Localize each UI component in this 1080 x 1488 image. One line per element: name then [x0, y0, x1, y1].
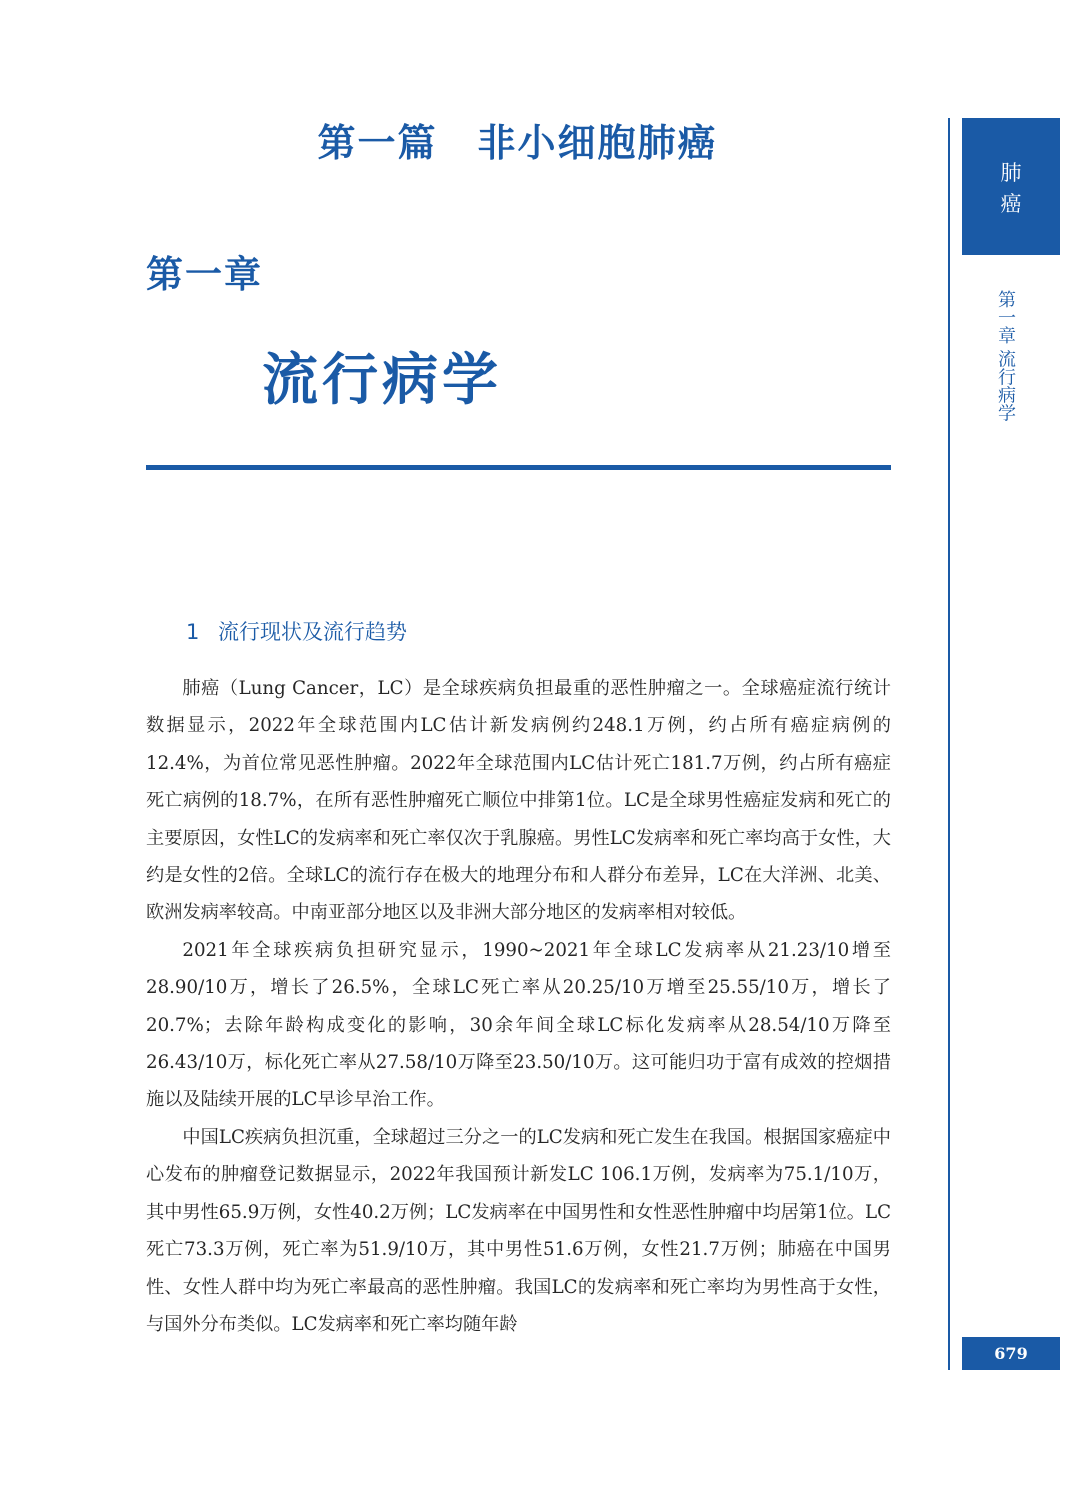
chapter-divider	[146, 465, 891, 470]
paragraph: 中国LC疾病负担沉重，全球超过三分之一的LC发病和死亡发生在我国。根据国家癌症中心发布的肿瘤登记数据显示，2022年我国预计新发LC 106.1万例，发病率为75.1/10万，其中男性65.9万例，女性40.2万例；LC发病率在中国男性和女性恶性肿瘤中均居第1位。LC死亡73.3万例，死亡率为51.9/10万，其中男性51.6万例，女性21.7万例；肺癌在中国男性、女性人群中均为死亡率最高的恶性肿瘤。我国LC的发病率和死亡率均为男性高于女性，与国外分布类似。LC发病率和死亡率均随年龄	[146, 1126, 891, 1335]
page-number: 679	[962, 1337, 1060, 1370]
body-text	[146, 670, 891, 1343]
paragraph: 2021年全球疾病负担研究显示，1990~2021年全球LC发病率从21.23/10增至28.90/10万，增长了26.5%，全球LC死亡率从20.25/10万增至25.55/10万，增长了20.7%；去除年龄构成变化的影响，30余年间全球LC标化发病率从28.54/10万降至26.43/10万，标化死亡率从27.58/10万降至23.50/10万。这可能归功于富有成效的控烟措施以及陆续开展的LC早诊早治工作。	[146, 939, 891, 1111]
section-tab-char: 癌	[1000, 192, 1022, 216]
section-tab	[962, 118, 1060, 255]
section-tab-char: 肺	[1000, 161, 1022, 185]
section-number: 1	[186, 620, 200, 644]
section-heading	[186, 616, 407, 646]
side-divider	[948, 118, 950, 1370]
sidebar-chapter-label: 第一章 流行病学	[995, 290, 1016, 422]
chapter-title: 流行病学	[262, 348, 502, 413]
paragraph: 肺癌（Lung Cancer，LC）是全球疾病负担最重的恶性肿瘤之一。全球癌症流行统计数据显示，2022年全球范围内LC估计新发病例约248.1万例，约占所有癌症病例的12.4%，为首位常见恶性肿瘤。2022年全球范围内LC估计死亡181.7万例，约占所有癌症死亡病例的18.7%，在所有恶性肿瘤死亡顺位中排第1位。LC是全球男性癌症发病和死亡的主要原因，女性LC的发病率和死亡率仅次于乳腺癌。男性LC发病率和死亡率均高于女性，大约是女性的2倍。全球LC的流行存在极大的地理分布和人群分布差异，LC在大洋洲、北美、欧洲发病率较高。中南亚部分地区以及非洲大部分地区的发病率相对较低。	[146, 678, 891, 924]
section-title: 流行现状及流行趋势	[218, 620, 407, 644]
part-title: 第一篇 非小细胞肺癌	[317, 121, 718, 165]
chapter-label: 第一章	[146, 253, 263, 296]
